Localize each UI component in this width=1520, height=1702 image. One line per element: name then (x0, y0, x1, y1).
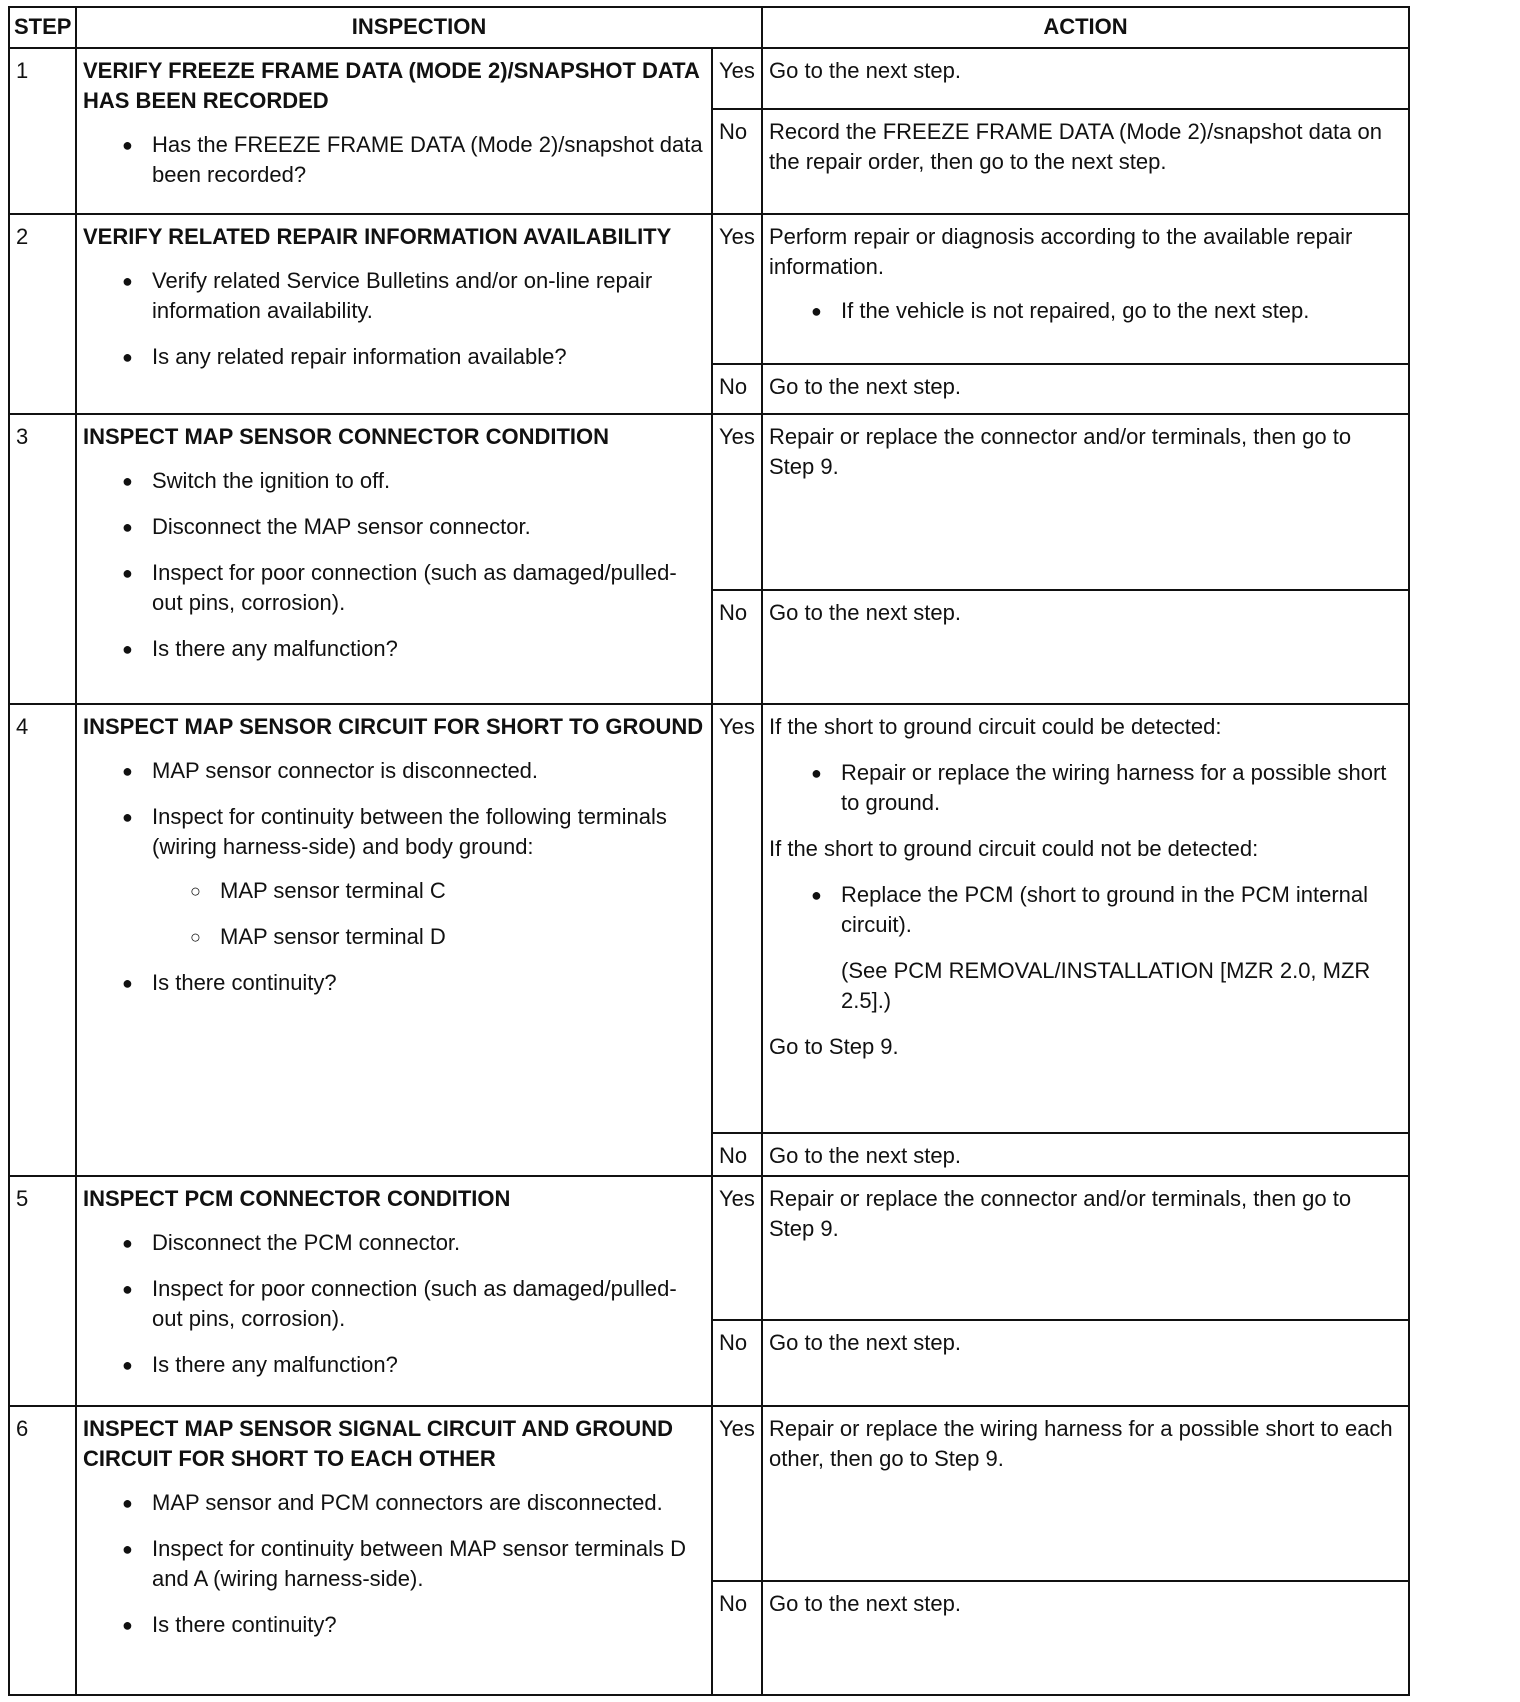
bullet-item: ● Verify related Service Bulletins and/or on-line repair information availability. (152, 266, 705, 326)
no-action: Record the FREEZE FRAME DATA (Mode 2)/snapshot data on the repair order, then go to the next step. (762, 109, 1409, 214)
bullet-item: ● Is there any malfunction? (152, 634, 705, 664)
bullet-list (83, 1228, 705, 1380)
step-title: INSPECT MAP SENSOR SIGNAL CIRCUIT AND GROUND CIRCUIT FOR SHORT TO EACH OTHER (83, 1415, 673, 1471)
bullet-item: ● Disconnect the MAP sensor connector. (152, 512, 705, 542)
yes-label: Yes (712, 48, 762, 109)
step-inspection (76, 414, 712, 703)
step-number: 6 (9, 1406, 76, 1695)
no-action: Go to the next step. (762, 1133, 1409, 1177)
no-action: Go to the next step. (762, 590, 1409, 704)
step-5-yes-row (9, 1176, 1409, 1319)
bullet-item: ● Switch the ignition to off. (152, 466, 705, 496)
bullet-text: Inspect for continuity between the following terminals (wiring harness-side) and body ground: (152, 803, 667, 859)
step-number: 1 (9, 48, 76, 214)
action-bullet-list (769, 880, 1402, 940)
step-4-yes-row (9, 704, 1409, 1133)
action-bullet-list (769, 758, 1402, 818)
step-number: 3 (9, 414, 76, 703)
step-number: 2 (9, 214, 76, 415)
diagnostic-procedure-table (8, 6, 1410, 1696)
action-bullet-list (769, 296, 1402, 326)
bullet-list (83, 756, 705, 998)
yes-action: Repair or replace the connector and/or terminals, then go to Step 9. (762, 414, 1409, 589)
bullet-item: ● MAP sensor and PCM connectors are disconnected. (152, 1488, 705, 1518)
header-action: ACTION (762, 7, 1409, 48)
step-title: INSPECT MAP SENSOR CONNECTOR CONDITION (83, 424, 610, 450)
header-inspection: INSPECTION (76, 7, 762, 48)
no-label: No (712, 1133, 762, 1177)
no-action: Go to the next step. (762, 364, 1409, 415)
no-label: No (712, 1581, 762, 1695)
sub-bullet-list (152, 876, 705, 952)
bullet-item: ● Inspect for continuity between MAP sensor terminals D and A (wiring harness-side). (152, 1534, 705, 1594)
step-number: 4 (9, 704, 76, 1177)
no-label: No (712, 1320, 762, 1406)
yes-action (762, 214, 1409, 364)
bullet-list (83, 1488, 705, 1640)
step-title: VERIFY RELATED REPAIR INFORMATION AVAILABILITY (83, 223, 672, 249)
yes-label: Yes (712, 1406, 762, 1581)
bullet-item: ● Is there continuity? (152, 1610, 705, 1640)
yes-action: Go to the next step. (762, 48, 1409, 109)
yes-action: Repair or replace the connector and/or terminals, then go to Step 9. (762, 1176, 1409, 1319)
step-inspection (76, 48, 712, 214)
step-number: 5 (9, 1176, 76, 1405)
bullet-list (83, 130, 705, 190)
step-6-yes-row (9, 1406, 1409, 1581)
no-action: Go to the next step. (762, 1320, 1409, 1406)
action-bullet-item: ● Repair or replace the wiring harness for a possible short to ground. (841, 758, 1402, 818)
bullet-item: ● Has the FREEZE FRAME DATA (Mode 2)/snapshot data been recorded? (152, 130, 705, 190)
bullet-list (83, 466, 705, 664)
yes-action-text: If the short to ground circuit could not be detected: (769, 835, 1259, 861)
table-header-row (9, 7, 1409, 48)
bullet-item: ● Is there any malfunction? (152, 1350, 705, 1380)
step-inspection (76, 704, 712, 1177)
step-inspection (76, 1176, 712, 1405)
header-step: STEP (9, 7, 76, 48)
yes-label: Yes (712, 704, 762, 1133)
yes-action (762, 704, 1409, 1133)
yes-action-text: Perform repair or diagnosis according to the available repair information. (769, 223, 1353, 279)
step-title: INSPECT PCM CONNECTOR CONDITION (83, 1186, 511, 1212)
step-3-yes-row (9, 414, 1409, 589)
yes-action-text: If the short to ground circuit could be detected: (769, 713, 1222, 739)
yes-label: Yes (712, 414, 762, 589)
no-label: No (712, 364, 762, 415)
yes-action: Repair or replace the wiring harness for a possible short to each other, then go to Step 9. (762, 1406, 1409, 1581)
step-title: VERIFY FREEZE FRAME DATA (MODE 2)/SNAPSHOT DATA HAS BEEN RECORDED (83, 57, 700, 113)
step-inspection (76, 214, 712, 415)
bullet-item: ● Inspect for poor connection (such as damaged/pulled-out pins, corrosion). (152, 1274, 705, 1334)
step-1-yes-row (9, 48, 1409, 109)
yes-label: Yes (712, 214, 762, 364)
yes-action-text: Go to Step 9. (769, 1033, 899, 1059)
step-inspection (76, 1406, 712, 1695)
no-label: No (712, 590, 762, 704)
action-bullet-item: ● If the vehicle is not repaired, go to the next step. (841, 296, 1402, 326)
action-bullet-item: ● Replace the PCM (short to ground in the PCM internal circuit). (841, 880, 1402, 940)
bullet-item (152, 802, 705, 952)
sub-bullet-item: ○ MAP sensor terminal C (220, 876, 705, 906)
bullet-item: ● MAP sensor connector is disconnected. (152, 756, 705, 786)
bullet-list (83, 266, 705, 372)
bullet-item: ● Disconnect the PCM connector. (152, 1228, 705, 1258)
bullet-item: ● Is there continuity? (152, 968, 705, 998)
no-label: No (712, 109, 762, 214)
yes-label: Yes (712, 1176, 762, 1319)
sub-bullet-item: ○ MAP sensor terminal D (220, 922, 705, 952)
bullet-item: ● Is any related repair information available? (152, 342, 705, 372)
bullet-item: ● Inspect for poor connection (such as damaged/pulled-out pins, corrosion). (152, 558, 705, 618)
reference-link: (See PCM REMOVAL/INSTALLATION [MZR 2.0, MZR 2.5].) (841, 957, 1371, 1013)
no-action: Go to the next step. (762, 1581, 1409, 1695)
step-title: INSPECT MAP SENSOR CIRCUIT FOR SHORT TO GROUND (83, 713, 704, 739)
step-2-yes-row (9, 214, 1409, 364)
